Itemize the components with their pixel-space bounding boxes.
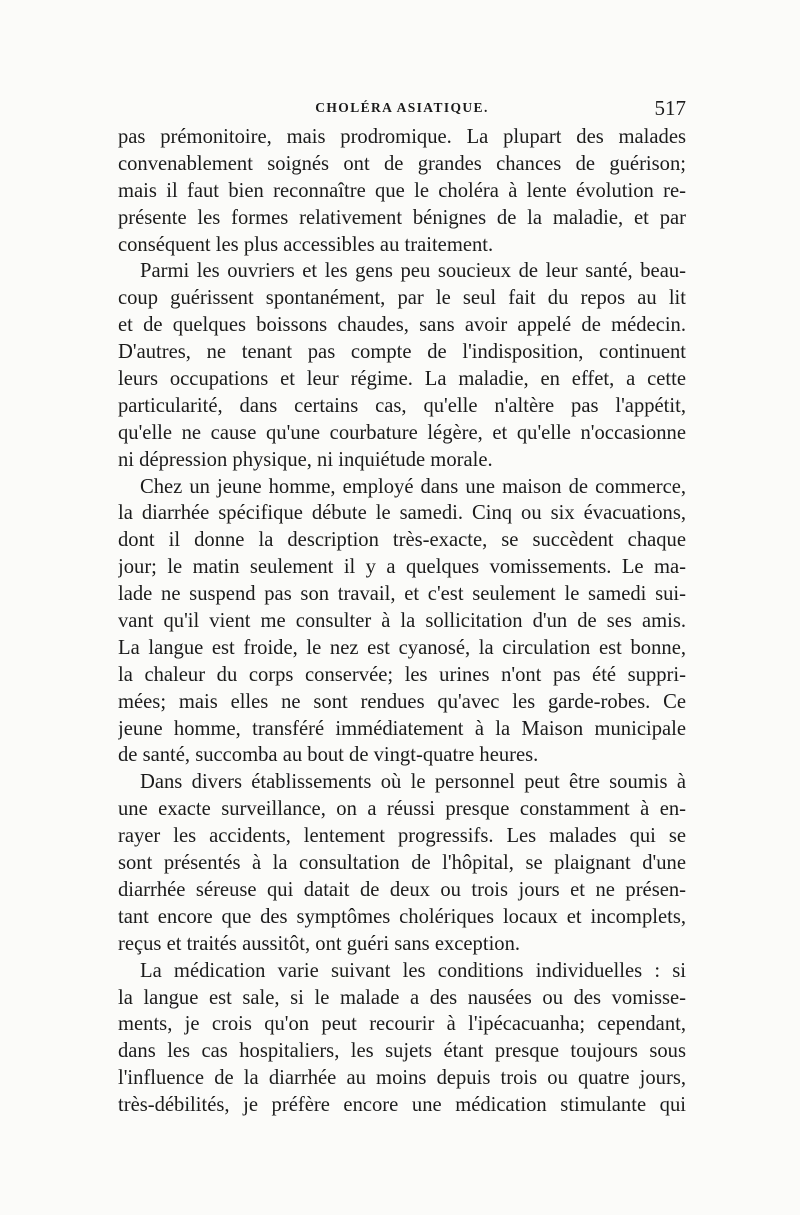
paragraph [118, 958, 686, 1119]
page-number: 517 [654, 96, 686, 120]
text-line: mées; mais elles ne sont rendues qu'avec les garde-robes. Ce [118, 690, 686, 713]
paragraph [118, 258, 686, 473]
running-head [118, 96, 686, 120]
text-line: coup guérissent spontanément, par le seul fait du repos au lit [118, 287, 686, 310]
text-line: et de quelques boissons chaudes, sans avoir appelé de médecin. [118, 314, 686, 337]
text-line: rayer les accidents, lentement progressifs. Les malades qui se [118, 825, 686, 848]
text-line: conséquent les plus accessibles au traitement. [118, 233, 494, 256]
text-line: jeune homme, transféré immédiatement à la Maison municipale [118, 717, 686, 740]
text-line: une exacte surveillance, on a réussi presque constamment à en- [118, 798, 686, 821]
text-line: pas prémonitoire, mais prodromique. La plupart des malades [118, 126, 686, 148]
text-line: la diarrhée spécifique débute le samedi. Cinq ou six évacuations, [118, 502, 686, 525]
text-line: convenablement soignés ont de grandes chances de guérison; [118, 152, 686, 175]
text-line: diarrhée séreuse qui datait de deux ou trois jours et ne présen- [118, 878, 686, 901]
text-line: tant encore que des symptômes cholériques locaux et incomplets, [118, 905, 686, 928]
running-title: CHOLÉRA ASIATIQUE. [315, 100, 489, 115]
text-line: lade ne suspend pas son travail, et c'est seulement le samedi sui- [118, 583, 686, 606]
text-line: dans les cas hospitaliers, les sujets étant presque toujours sous [118, 1040, 686, 1063]
text-line: particularité, dans certains cas, qu'elle n'altère pas l'appétit, [118, 394, 686, 417]
text-line: leurs occupations et leur régime. La maladie, en effet, a cette [118, 368, 686, 391]
paragraph [118, 474, 686, 770]
paragraph [118, 769, 686, 957]
text-line: Chez un jeune homme, employé dans une maison de commerce, [140, 475, 686, 498]
text-line: sont présentés à la consultation de l'hôpital, se plaignant d'une [118, 852, 686, 875]
text-line: ments, je crois qu'on peut recourir à l'ipécacuanha; cependant, [118, 1013, 686, 1036]
body-text [118, 124, 686, 1119]
text-line: reçus et traités aussitôt, ont guéri sans exception. [118, 932, 521, 955]
paragraph [118, 124, 686, 258]
text-line: La médication varie suivant les conditions individuelles : si [140, 959, 686, 982]
text-line: dont il donne la description très-exacte, se succèdent chaque [118, 529, 686, 552]
text-line: de santé, succomba au bout de vingt-quatre heures. [118, 744, 539, 767]
text-line: ni dépression physique, ni inquiétude morale. [118, 448, 493, 471]
text-line: mais il faut bien reconnaître que le choléra à lente évolution re- [118, 179, 686, 202]
text-line: la chaleur du corps conservée; les urines n'ont pas été suppri- [118, 663, 686, 686]
text-line: l'influence de la diarrhée au moins depuis trois ou quatre jours, [118, 1067, 686, 1090]
text-line: Dans divers établissements où le personnel peut être soumis à [140, 771, 686, 794]
text-line: qu'elle ne cause qu'une courbature légère, et qu'elle n'occasionne [118, 421, 686, 444]
text-line: très-débilités, je préfère encore une médication stimulante qui [118, 1094, 686, 1117]
text-line: Parmi les ouvriers et les gens peu soucieux de leur santé, beau- [140, 260, 686, 283]
text-line: D'autres, ne tenant pas compte de l'indisposition, continuent [118, 341, 686, 364]
text-line: jour; le matin seulement il y a quelques vomissements. Le ma- [118, 556, 686, 579]
text-line: La langue est froide, le nez est cyanosé, la circulation est bonne, [118, 636, 686, 659]
text-line: vant qu'il vient me consulter à la sollicitation d'un de ses amis. [118, 610, 686, 633]
text-line: la langue est sale, si le malade a des nausées ou des vomisse- [118, 986, 686, 1009]
text-line: présente les formes relativement bénignes de la maladie, et par [118, 206, 686, 229]
